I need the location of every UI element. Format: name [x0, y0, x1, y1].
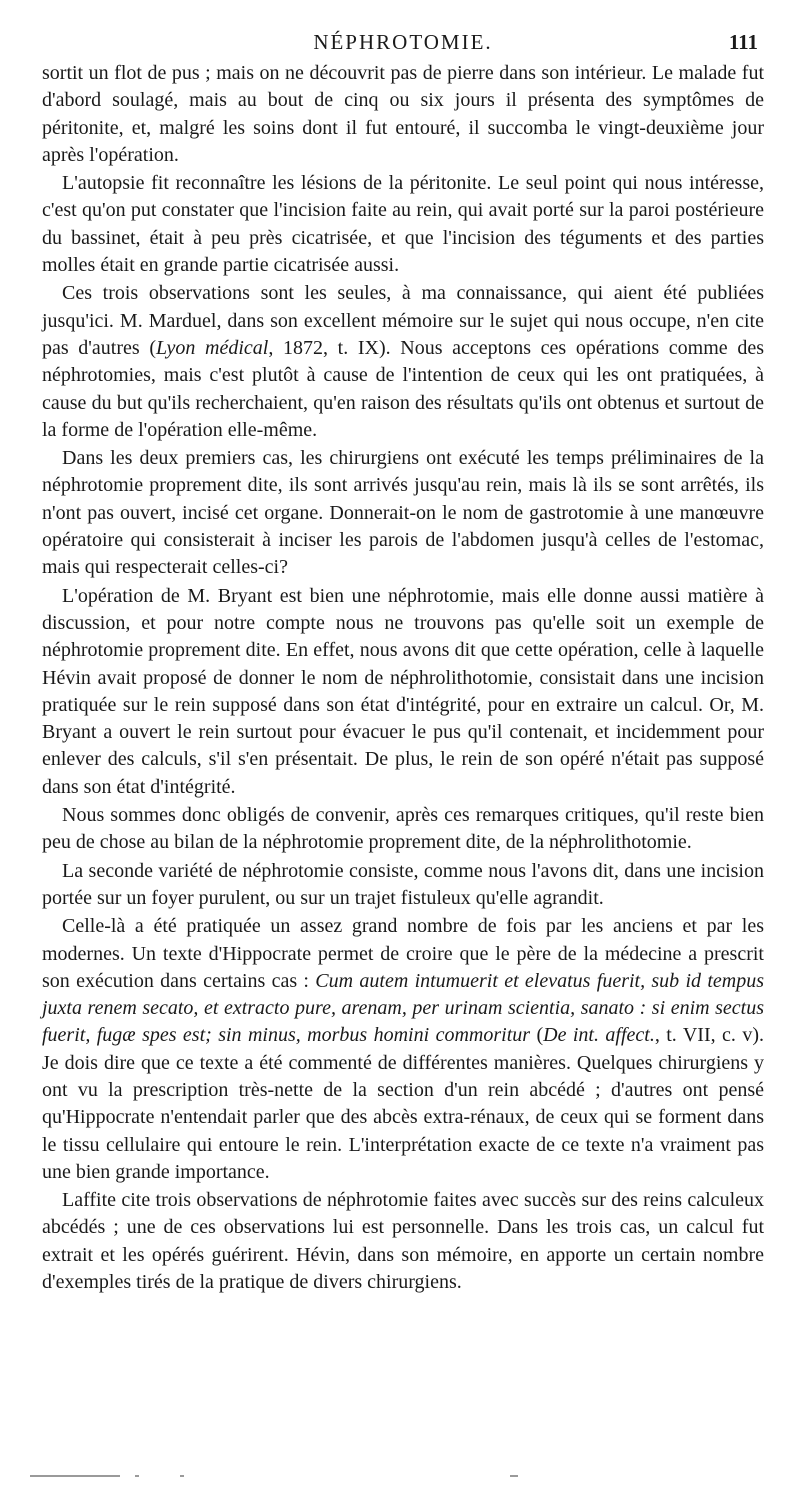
text-run: Nous sommes donc obligés de convenir, après ces remarques critiques, qu'il reste bien peu de chose au bilan de la néphrotomie proprement dite, de la néphrolithotomie. [42, 804, 764, 854]
text-run: Celle-là a été pratiquée un assez grand nombre de fois par les anciens et par les modernes. Un texte d'Hippocrate permet de croire que le père de la médecine a prescrit son exécution dans certains cas : [42, 915, 764, 992]
text-run: La seconde variété de néphrotomie consiste, comme nous l'avons dit, dans une incision portée sur un foyer purulent, ou sur un trajet fistuleux qu'elle agrandit. [42, 859, 764, 909]
citation-title: De int. affect. [543, 1024, 655, 1047]
text-run: L'opération de M. Bryant est bien une néphrotomie, mais elle donne aussi matière à discussion, et pour notre compte nous ne trouvons pas qu'elle soit un exemple de néphrotomie proprement dite. En effet, nous avons dit que cette opération, celle à laquelle Hévin avait proposé de donner le nom de néphrolithotomie, consistait dans une incision pratiquée sur le rein supposé dans son état d'intégrité, pour en extraire un calcul. Or, M. Bryant a ouvert le rein surtout pour évacuer le pus qu'il contenait, et incidemment pour enlever des calculs, s'il s'en présentait. De plus, le rein de son opéré n'était pas supposé dans son état d'intégrité. [42, 584, 764, 798]
page [42, 26, 764, 1296]
journal-title: Lyon médical [155, 336, 269, 359]
paragraph [42, 445, 764, 581]
scan-mark [135, 1475, 139, 1477]
paragraph [42, 60, 764, 169]
paragraph [42, 1187, 764, 1296]
scan-mark [510, 1475, 518, 1477]
paragraph [42, 913, 764, 1186]
text-run: , t. VII, c. v). Je dois dire que ce texte a été commenté de différentes manières. Quelques chirurgiens y ont vu la prescription très-nette de la section d'un rein abcédé ; d'autres ont pensé qu'Hippocrate n'entendait parler que des abcès extra-rénaux, de ceux qui se forment dans le tissu cellulaire qui entoure le rein. L'interprétation exacte de ce texte n'a vraiment pas une bien grande importance. [42, 1024, 764, 1183]
text-run: sortit un flot de pus ; mais on ne découvrit pas de pierre dans son intérieur. Le malade fut d'abord soulagé, mais au bout de cinq ou six jours il présenta des symptômes de péritonite, et, malgré les soins dont il fut entouré, il succomba le vingt-deuxième jour après l'opération. [42, 62, 764, 166]
text-run: Dans les deux premiers cas, les chirurgiens ont exécuté les temps préliminaires de la néphrotomie proprement dite, ils sont arrivés jusqu'au rein, mais là ils se sont arrêtés, ils n'ont pas ouvert, incisé cet organe. Donnerait-on le nom de gastrotomie à une manœuvre opératoire qui consisterait à inciser les parois de l'abdomen jusqu'à celles de l'estomac, mais qui respecterait celles-ci? [42, 447, 764, 579]
running-title: NÉPHROTOMIE. [313, 30, 493, 54]
scan-mark [180, 1475, 184, 1477]
paragraph [42, 280, 764, 444]
scan-artifacts [30, 1472, 770, 1482]
latin-quotation: Cum autem intumuerit et elevatus fuerit, sub id tempus juxta renem secato, et extracto pure, arenam, per urinam scientia, sanato : si enim sectus fuerit, fugæ spes est; sin minus, morbus homini commoritur [42, 969, 765, 1047]
paragraph [42, 858, 764, 913]
paragraph [42, 170, 764, 279]
paragraph [42, 802, 764, 857]
body-text [42, 60, 764, 1296]
page-number: 111 [728, 30, 758, 54]
text-run: L'autopsie fit reconnaître les lésions de la péritonite. Le seul point qui nous intéresse, c'est qu'on put constater que l'incision faite au rein, qui avait porté sur la paroi postérieure du bassinet, était à peu près cicatrisée, et que l'incision des téguments et des parties molles était en grande partie cicatrisée aussi. [42, 172, 764, 277]
text-run: ( [530, 1024, 544, 1047]
paragraph [42, 583, 764, 801]
running-header [42, 26, 764, 60]
text-run: , 1872, t. IX). Nous acceptons ces opérations comme des néphrotomies, mais c'est plutôt à cause de l'intention de ceux qui les ont pratiquées, à cause du but qu'ils recherchaient, qu'en raison des résultats qu'ils ont obtenus et surtout de la forme de l'opération elle-même. [42, 336, 764, 441]
scan-mark [30, 1475, 120, 1477]
text-run: Ces trois observations sont les seules, à ma connaissance, qui aient été publiées jusqu'ici. M. Marduel, dans son excellent mémoire sur le sujet qui nous occupe, n'en cite pas d'autres ( [42, 282, 764, 359]
text-run: Laffite cite trois observations de néphrotomie faites avec succès sur des reins calculeux abcédés ; une de ces observations lui est personnelle. Dans les trois cas, un calcul fut extrait et les opérés guérirent. Hévin, dans son mémoire, en apporte un certain nombre d'exemples tirés de la pratique de divers chirurgiens. [42, 1189, 764, 1294]
